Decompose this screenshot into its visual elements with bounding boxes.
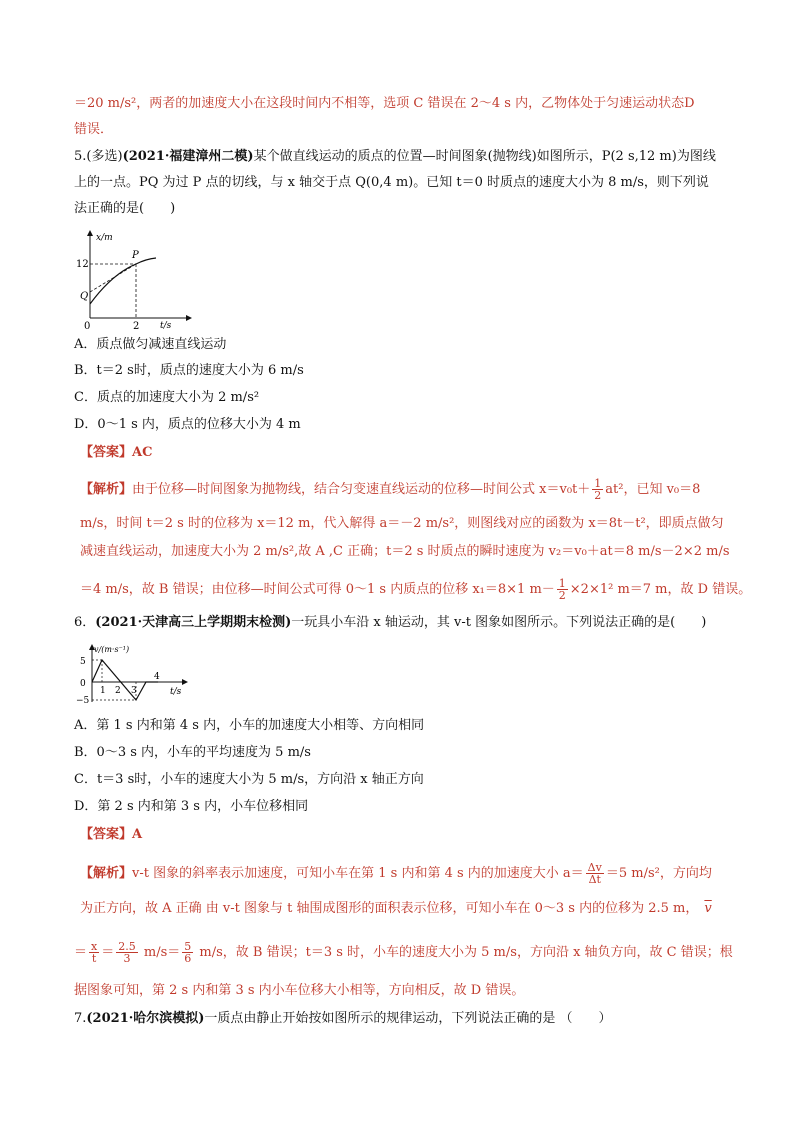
fig6-tick-minus-5: −5 — [76, 696, 90, 706]
question-7-number: 7. — [74, 1011, 87, 1026]
fig6-tick-5: 5 — [80, 657, 86, 667]
question-7-stem — [74, 1010, 612, 1028]
question-5-stem — [74, 148, 716, 166]
answer-tag: 【答案】 — [80, 445, 133, 460]
question-5-option-a: A．质点做匀减速直线运动 — [74, 337, 227, 352]
fig5-origin: 0 — [84, 321, 91, 330]
question-7-source: (2021·哈尔滨模拟) — [86, 1011, 205, 1026]
fig5-tick-12: 12 — [76, 259, 89, 270]
question-6-stem — [74, 614, 706, 632]
question-6-option-a: A．第 1 s 内和第 4 s 内，小车的加速度大小相等、方向相同 — [74, 718, 425, 733]
question-6-explanation-3: ＝ $\frac{x}{t}$ ＝ $\frac{2.5}{3}$ m/s＝ $\frac{5}{6}$ m/s，故 B 错误；t＝3 s 时，小车的速度大小为 5 m/s，方向沿 x 轴负方向，故 C 错误；根 — [74, 940, 733, 965]
explanation-tag: 【解析】 — [80, 482, 133, 497]
question-7-text: 一质点由静止开始按如图所示的规律运动，下列说法正确的是 （ ） — [204, 1011, 612, 1026]
average-velocity-symbol: $\overline{v}$ — [704, 901, 712, 916]
question-6-explanation-4: 据图象可知，第 2 s 内和第 3 s 内小车位移大小相等，方向相反，故 D 错误。 — [74, 983, 525, 998]
question-5-number: 5.(多选) — [74, 149, 123, 164]
question-5-option-b: B．t＝2 s时，质点的速度大小为 6 m/s — [74, 363, 304, 378]
answer-tag: 【答案】 — [80, 827, 133, 842]
question-5-explanation-1: 【解析】由于位移—时间图象为抛物线，结合匀变速直线运动的位移—时间公式 x＝v₀t＋ $\frac{1}{2}$ at²，已知 v₀＝8 — [80, 477, 701, 502]
fig5-y-axis-label: x/m — [96, 233, 113, 243]
fig6-tick-0: 0 — [80, 679, 86, 689]
fraction-half: $\frac{1}{2}$ — [594, 477, 602, 502]
fig5-point-p: P — [132, 250, 139, 261]
fig6-x-tick-3: 3 — [131, 686, 137, 696]
question-5-source: (2021·福建漳州二模) — [122, 149, 254, 164]
question-6-text: 一玩具小车沿 x 轴运动，其 v-t 图象如图所示。下列说法正确的是( ) — [291, 615, 707, 630]
question-5-explanation-3: 减速直线运动，加速度大小为 2 m/s²,故 A ,C 正确；t＝2 s 时质点的瞬时速度为 v₂＝v₀＋at＝8 m/s－2×2 m/s — [80, 544, 730, 559]
question-6-explanation-2: 为正方向，故 A 正确 由 v-t 图象与 t 轴围成图形的面积表示位移，可知小车在 0～3 s 内的位移为 2.5 m， $\overline{v}$ — [80, 901, 712, 916]
fig6-y-axis-label: v/(m·s⁻¹) — [94, 645, 130, 654]
fig5-x-axis-label: t/s — [160, 321, 172, 330]
question-5-stem-2: 上的一点。PQ 为过 P 点的切线，与 x 轴交于点 Q(0,4 m)。已知 t＝0 时质点的速度大小为 8 m/s，则下列说 — [74, 175, 709, 190]
fig6-x-tick-2: 2 — [115, 686, 121, 696]
fraction-half-2: $\frac{1}{2}$ — [558, 577, 566, 602]
question-6-source: (2021·天津高三上学期期末检测) — [95, 615, 292, 630]
fig6-x-axis-label: t/s — [170, 687, 182, 697]
question-6-number: 6． — [74, 615, 96, 630]
question-6-answer — [80, 826, 142, 844]
fraction-dv-dt: $\frac{\Delta v}{\Delta t}$ — [587, 861, 602, 886]
question-6-option-c: C．t＝3 s时，小车的速度大小为 5 m/s，方向沿 x 轴正方向 — [74, 772, 424, 787]
explanation-continuation-2: 错误． — [74, 122, 114, 137]
explanation-tag: 【解析】 — [80, 866, 133, 881]
explanation-continuation-1: ＝20 m/s²，两者的加速度大小在这段时间内不相等，选项 C 错误在 2～4 s 内，乙物体处于匀速运动状态D — [74, 96, 695, 111]
question-6-figure — [74, 642, 194, 706]
question-5-answer — [80, 444, 152, 462]
fig5-point-q: Q — [80, 291, 89, 302]
fig6-x-tick-1: 1 — [100, 686, 106, 696]
question-5-text: 某个做直线运动的质点的位置—时间图象(抛物线)如图所示，P(2 s,12 m)为图线 — [253, 149, 716, 164]
question-5-figure — [74, 226, 194, 330]
question-6-answer-value: A — [132, 827, 143, 842]
tangent-line — [90, 264, 136, 292]
question-5-explanation-2: m/s，时间 t＝2 s 时的位移为 x＝12 m，代入解得 a＝－2 m/s²，则图线对应的函数为 x＝8t－t²，即质点做匀 — [80, 516, 724, 531]
parabola-curve — [90, 258, 156, 304]
question-5-option-d: D．0～1 s 内，质点的位移大小为 4 m — [74, 417, 301, 432]
question-5-stem-3: 法正确的是( ) — [74, 201, 176, 216]
fig6-x-tick-4: 4 — [154, 672, 160, 682]
question-5-answer-value: AC — [132, 445, 153, 460]
question-6-explanation-1: 【解析】v-t 图象的斜率表示加速度，可知小车在第 1 s 内和第 4 s 内的加速度大小 a＝ $\frac{\Delta v}{\Delta t}$ ＝5 m/s²，方向均 — [80, 861, 712, 886]
question-6-option-d: D．第 2 s 内和第 3 s 内，小车位移相同 — [74, 799, 309, 814]
question-6-option-b: B．0～3 s 内，小车的平均速度为 5 m/s — [74, 745, 311, 760]
question-5-option-c: C．质点的加速度大小为 2 m/s² — [74, 390, 260, 405]
fig5-tick-2: 2 — [133, 321, 140, 330]
question-5-explanation-4: ＝4 m/s，故 B 错误；由位移—时间公式可得 0～1 s 内质点的位移 x₁＝8×1 m－ $\frac{1}{2}$ ×2×1² m＝7 m，故 D 错误。 — [80, 577, 752, 602]
